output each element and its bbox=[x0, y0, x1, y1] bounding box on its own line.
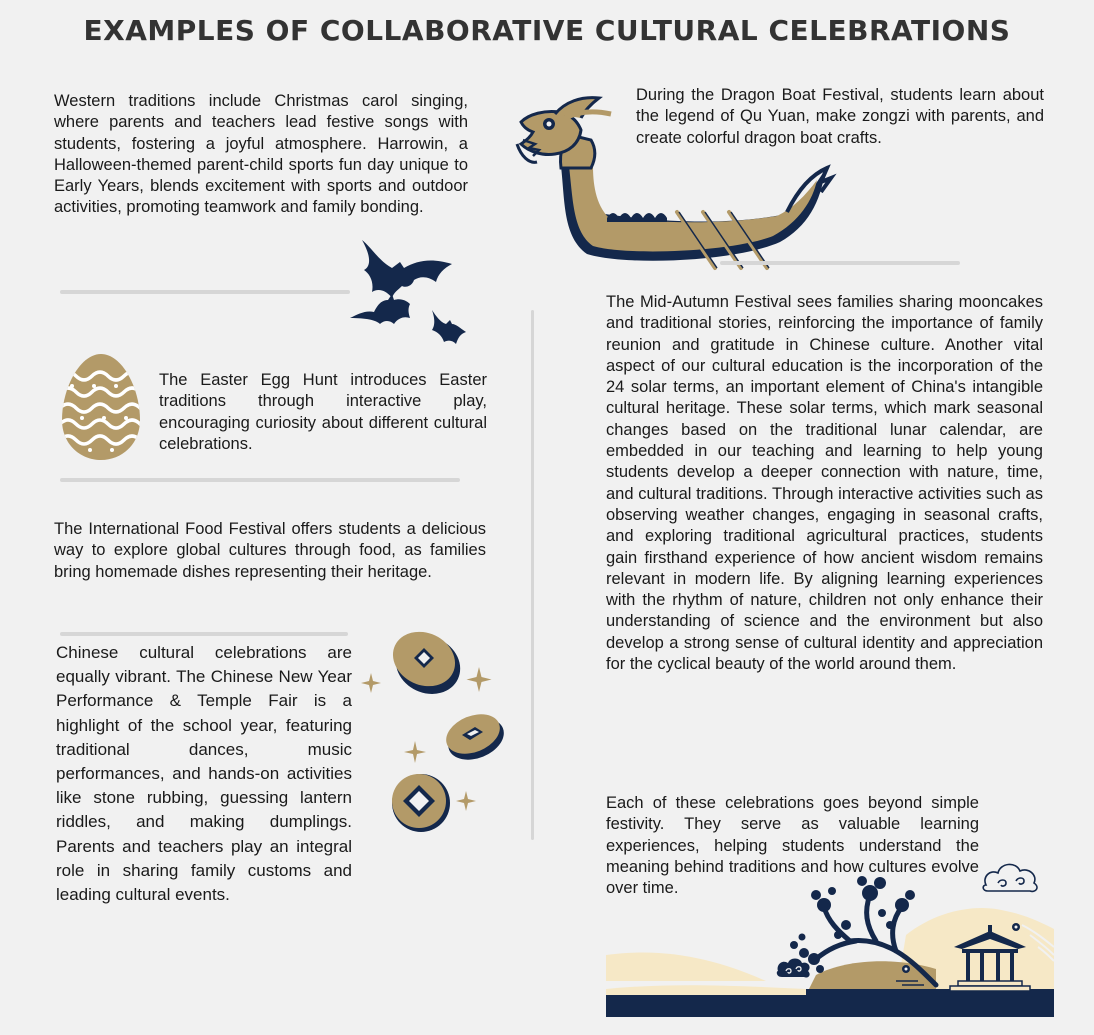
easter-egg-hunt-text: The Easter Egg Hunt introduces Easter traditions through interactive play, encouraging curiosity about different cultural celebrations. bbox=[159, 371, 487, 453]
mid-autumn-text: The Mid-Autumn Festival sees families sharing mooncakes and traditional stories, reinforcing the importance of family reunion and gratitude in Chinese culture. Another vital aspect of our cultural education is the incorporation of the 24 solar terms, an important element of China's intangible cultural heritage. These solar terms, which mark seasonal changes based on the traditional lunar calendar, are embedded in our teaching and learning to help young students develop a deeper connection with nature, time, and cultural traditions. Through interactive activities such as observing weather changes, engaging in seasonal crafts, and exploring traditional agricultural practices, students gain firsthand experience of how ancient wisdom remains relevant in modern life. By aligning learning experiences with the rhythm of nature, children not only enhance their understanding of science and the environment but also develop a strong sense of cultural identity and appreciation for the cyclical beauty of the world around them. bbox=[606, 293, 1043, 674]
divider bbox=[60, 478, 460, 482]
chinese-celebrations-text: Chinese cultural celebrations are equally vibrant. The Chinese New Year Performance & Temple Fair is a highlight of the school year, featuring traditional dances, music performances, and hands-on activities like stone rubbing, guessing lantern riddles, and making dumplings. Parents and teachers play an integral role in sharing family customs and leading cultural events. bbox=[56, 643, 352, 905]
divider bbox=[60, 290, 350, 294]
closing-text: Each of these celebrations goes beyond simple festivity. They serve as valuable learning experiences, helping students understand the meaning behind traditions and how cultures evolve over time. bbox=[606, 794, 979, 898]
international-food-text: The International Food Festival offers students a delicious way to explore global cultures through food, as families bring homemade dishes representing their heritage. bbox=[54, 520, 486, 581]
easter-egg-icon bbox=[60, 352, 142, 462]
coins-icon bbox=[358, 625, 508, 835]
western-traditions-text: Western traditions include Christmas carol singing, where parents and teachers lead festive songs with students, fostering a joyful atmosphere. Harrowin, a Halloween-themed parent-child sports fun day unique to Early Years, blends excitement with sports and outdoor activities, promoting teamwork and family bonding. bbox=[54, 92, 468, 217]
divider bbox=[720, 261, 960, 265]
dragon-boat-text: During the Dragon Boat Festival, students learn about the legend of Qu Yuan, make zongzi with parents, and create colorful dragon boat crafts. bbox=[636, 86, 1044, 147]
bats-icon bbox=[348, 238, 473, 348]
pavilion-landscape-icon bbox=[606, 855, 1054, 1017]
divider bbox=[60, 632, 348, 636]
vertical-divider bbox=[531, 310, 534, 840]
page-title: EXAMPLES OF COLLABORATIVE CULTURAL CELEBRATIONS bbox=[83, 14, 1011, 47]
